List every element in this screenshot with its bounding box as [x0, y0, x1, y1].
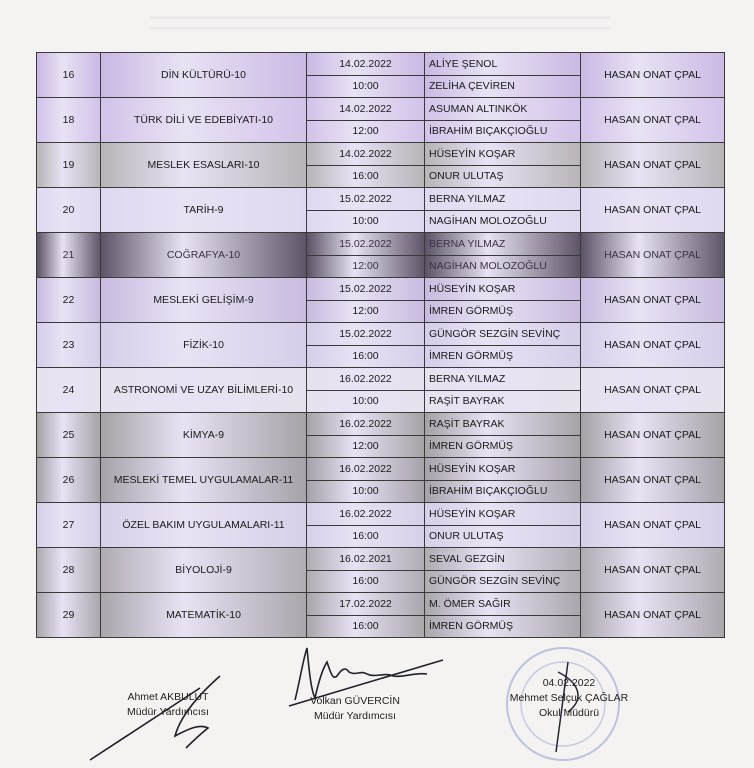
lesson-name: BİYOLOJİ-9 — [101, 548, 307, 593]
exam-time: 16:00 — [307, 570, 425, 593]
exam-date: 15.02.2022 — [307, 278, 425, 301]
exam-date: 16.02.2022 — [307, 413, 425, 436]
teacher-primary: ASUMAN ALTINKÖK — [425, 98, 581, 121]
committee-chair: HASAN ONAT ÇPAL — [581, 548, 725, 593]
table-row — [37, 188, 725, 211]
teacher-secondary: ZELİHA ÇEVİREN — [425, 75, 581, 98]
row-number: 24 — [37, 368, 101, 413]
exam-time: 12:00 — [307, 435, 425, 458]
row-number: 20 — [37, 188, 101, 233]
lesson-name: TARİH-9 — [101, 188, 307, 233]
teacher-primary: ALİYE ŞENOL — [425, 53, 581, 76]
teacher-primary: BERNA YILMAZ — [425, 233, 581, 256]
teacher-secondary: İMREN GÖRMÜŞ — [425, 615, 581, 638]
lesson-name: MESLEKİ GELİŞİM-9 — [101, 278, 307, 323]
signature-area — [0, 640, 754, 768]
teacher-secondary: İMREN GÖRMÜŞ — [425, 300, 581, 323]
table-row — [37, 53, 725, 76]
exam-time: 10:00 — [307, 390, 425, 413]
teacher-secondary: ONUR ULUTAŞ — [425, 165, 581, 188]
lesson-name: COĞRAFYA-10 — [101, 233, 307, 278]
exam-date: 16.02.2022 — [307, 368, 425, 391]
committee-chair: HASAN ONAT ÇPAL — [581, 458, 725, 503]
teacher-secondary: İMREN GÖRMÜŞ — [425, 435, 581, 458]
exam-date: 15.02.2022 — [307, 323, 425, 346]
exam-time: 16:00 — [307, 525, 425, 548]
teacher-primary: SEVAL GEZGİN — [425, 548, 581, 571]
row-number: 19 — [37, 143, 101, 188]
exam-schedule-table — [36, 52, 725, 638]
teacher-primary: BERNA YILMAZ — [425, 368, 581, 391]
committee-chair: HASAN ONAT ÇPAL — [581, 278, 725, 323]
exam-time: 10:00 — [307, 480, 425, 503]
exam-date: 14.02.2022 — [307, 143, 425, 166]
table-row — [37, 368, 725, 391]
exam-time: 16:00 — [307, 165, 425, 188]
teacher-secondary: İMREN GÖRMÜŞ — [425, 345, 581, 368]
committee-chair: HASAN ONAT ÇPAL — [581, 233, 725, 278]
faint-header-residue — [150, 6, 610, 42]
right-signature — [494, 676, 644, 721]
teacher-primary: HÜSEYİN KOŞAR — [425, 143, 581, 166]
middle-signer-name: Volkan GÜVERCİN — [310, 695, 400, 707]
lesson-name: MESLEK ESASLARI-10 — [101, 143, 307, 188]
teacher-secondary: NAGİHAN MOLOZOĞLU — [425, 210, 581, 233]
committee-chair: HASAN ONAT ÇPAL — [581, 188, 725, 233]
lesson-name: ÖZEL BAKIM UYGULAMALARI-11 — [101, 503, 307, 548]
lesson-name: FİZİK-10 — [101, 323, 307, 368]
exam-time: 12:00 — [307, 120, 425, 143]
committee-chair: HASAN ONAT ÇPAL — [581, 503, 725, 548]
row-number: 21 — [37, 233, 101, 278]
teacher-primary: HÜSEYİN KOŞAR — [425, 503, 581, 526]
table-row — [37, 323, 725, 346]
right-signer-title: Okul Müdürü — [538, 707, 600, 719]
teacher-secondary: GÜNGÖR SEZGİN SEVİNÇ — [425, 570, 581, 593]
row-number: 25 — [37, 413, 101, 458]
left-signer-name: Ahmet AKBULUT — [127, 691, 209, 703]
committee-chair: HASAN ONAT ÇPAL — [581, 593, 725, 638]
table-row — [37, 548, 725, 571]
teacher-primary: GÜNGÖR SEZGİN SEVİNÇ — [425, 323, 581, 346]
teacher-primary: M. ÖMER SAĞIR — [425, 593, 581, 616]
lesson-name: TÜRK DİLİ VE EDEBİYATI-10 — [101, 98, 307, 143]
lesson-name: KİMYA-9 — [101, 413, 307, 458]
row-number: 28 — [37, 548, 101, 593]
exam-date: 16.02.2022 — [307, 458, 425, 481]
exam-date: 14.02.2022 — [307, 98, 425, 121]
table-row — [37, 458, 725, 481]
left-signature — [88, 690, 248, 720]
exam-date: 16.02.2021 — [307, 548, 425, 571]
row-number: 26 — [37, 458, 101, 503]
table-row — [37, 143, 725, 166]
table-row — [37, 278, 725, 301]
row-number: 16 — [37, 53, 101, 98]
row-number: 23 — [37, 323, 101, 368]
committee-chair: HASAN ONAT ÇPAL — [581, 323, 725, 368]
committee-chair: HASAN ONAT ÇPAL — [581, 143, 725, 188]
exam-time: 16:00 — [307, 345, 425, 368]
teacher-primary: BERNA YILMAZ — [425, 188, 581, 211]
row-number: 22 — [37, 278, 101, 323]
teacher-primary: HÜSEYİN KOŞAR — [425, 458, 581, 481]
exam-time: 12:00 — [307, 255, 425, 278]
table-row — [37, 233, 725, 256]
left-signer-title: Müdür Yardımcısı — [127, 706, 209, 718]
approval-date: 04.02.2022 — [542, 677, 596, 689]
teacher-secondary: ONUR ULUTAŞ — [425, 525, 581, 548]
lesson-name: DİN KÜLTÜRÜ-10 — [101, 53, 307, 98]
lesson-name: MATEMATİK-10 — [101, 593, 307, 638]
teacher-primary: HÜSEYİN KOŞAR — [425, 278, 581, 301]
teacher-secondary: İBRAHİM BIÇAKÇIOĞLU — [425, 120, 581, 143]
exam-date: 15.02.2022 — [307, 188, 425, 211]
exam-date: 15.02.2022 — [307, 233, 425, 256]
exam-date: 17.02.2022 — [307, 593, 425, 616]
row-number: 18 — [37, 98, 101, 143]
right-signer-name: Mehmet Selçuk ÇAĞLAR — [509, 692, 629, 704]
teacher-secondary: İBRAHİM BIÇAKÇIOĞLU — [425, 480, 581, 503]
table-row — [37, 503, 725, 526]
table-row — [37, 98, 725, 121]
exam-time: 10:00 — [307, 75, 425, 98]
teacher-secondary: RAŞİT BAYRAK — [425, 390, 581, 413]
middle-signature — [270, 694, 440, 724]
teacher-primary: RAŞİT BAYRAK — [425, 413, 581, 436]
table-row — [37, 593, 725, 616]
committee-chair: HASAN ONAT ÇPAL — [581, 368, 725, 413]
lesson-name: MESLEKİ TEMEL UYGULAMALAR-11 — [101, 458, 307, 503]
exam-time: 12:00 — [307, 300, 425, 323]
committee-chair: HASAN ONAT ÇPAL — [581, 53, 725, 98]
committee-chair: HASAN ONAT ÇPAL — [581, 98, 725, 143]
row-number: 27 — [37, 503, 101, 548]
exam-time: 10:00 — [307, 210, 425, 233]
exam-date: 16.02.2022 — [307, 503, 425, 526]
committee-chair: HASAN ONAT ÇPAL — [581, 413, 725, 458]
exam-date: 14.02.2022 — [307, 53, 425, 76]
lesson-name: ASTRONOMİ VE UZAY BİLİMLERİ-10 — [101, 368, 307, 413]
exam-time: 16:00 — [307, 615, 425, 638]
teacher-secondary: NAGİHAN MOLOZOĞLU — [425, 255, 581, 278]
middle-signer-title: Müdür Yardımcısı — [314, 710, 396, 722]
table-row — [37, 413, 725, 436]
row-number: 29 — [37, 593, 101, 638]
